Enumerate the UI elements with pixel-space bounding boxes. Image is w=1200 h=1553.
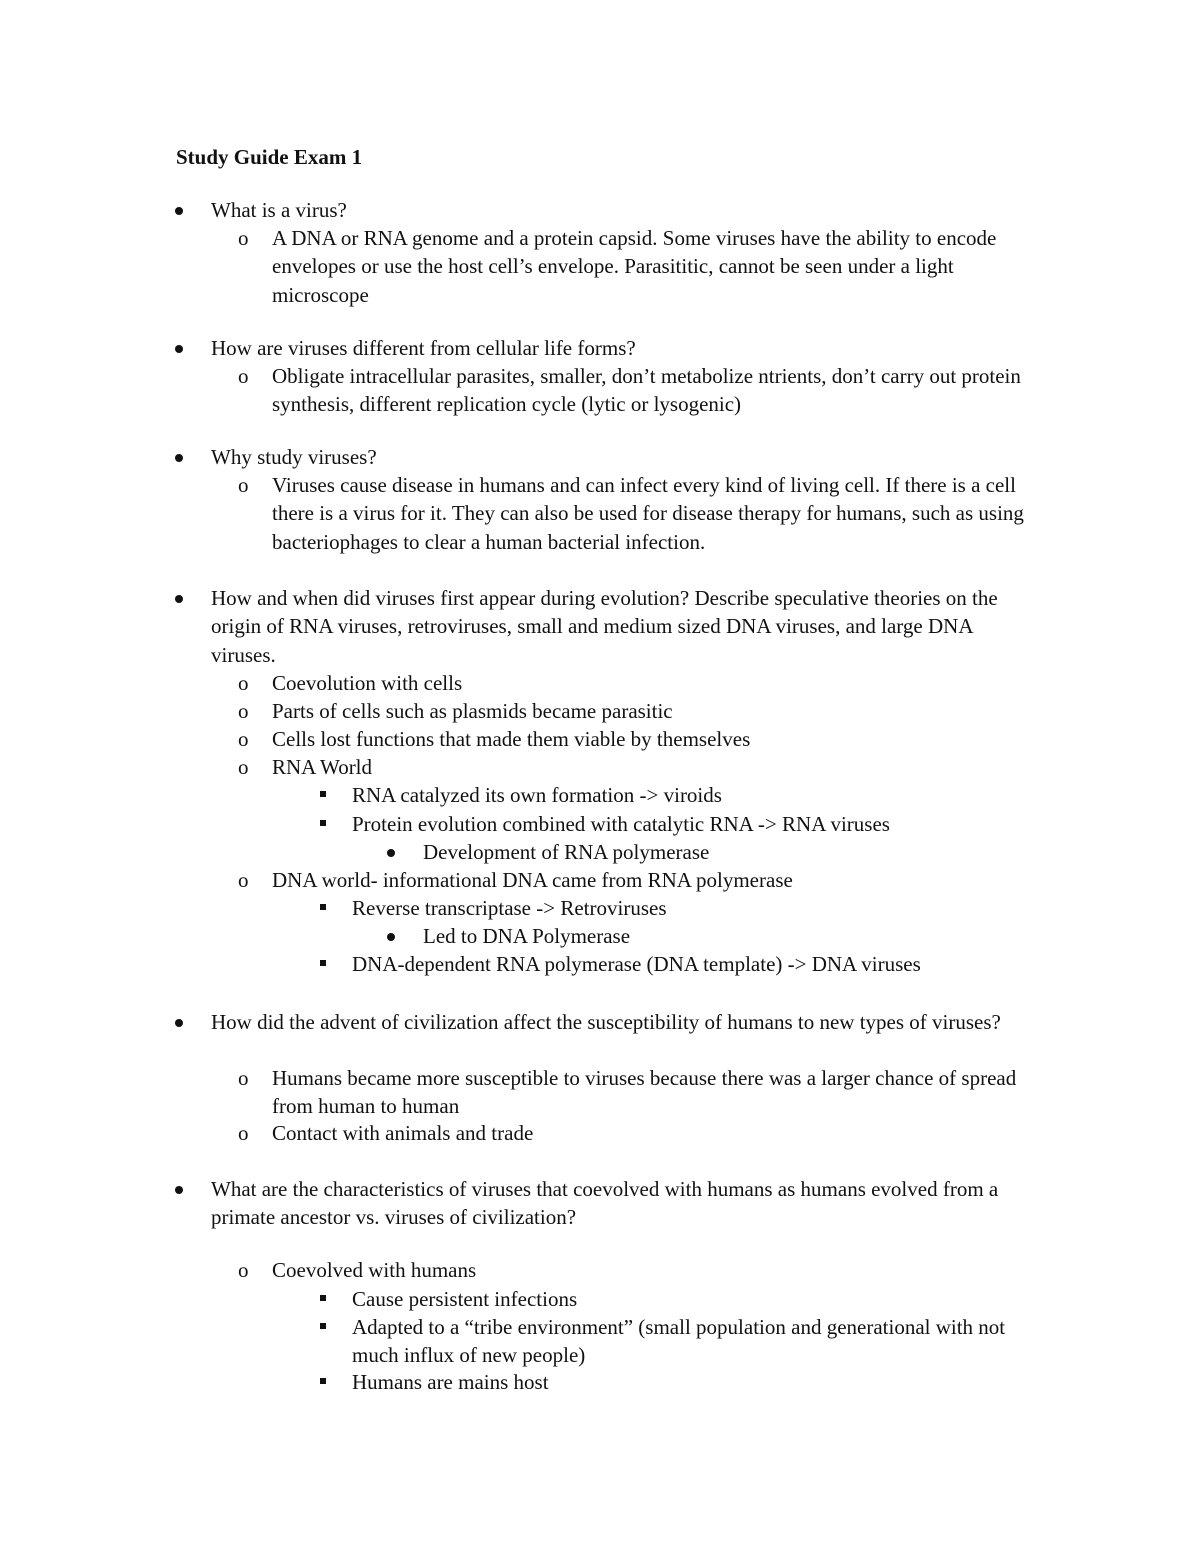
bullet-dot-icon bbox=[387, 933, 395, 941]
answer-text: Coevolution with cells bbox=[272, 671, 463, 695]
bullet-square-icon bbox=[320, 904, 326, 910]
document-title: Study Guide Exam 1 bbox=[176, 145, 363, 169]
answer-4-2 bbox=[238, 697, 1032, 725]
question-text: What are the characteristics of viruses that coevolved with humans as humans evolved from a primate ancestor vs. viruses of civilization? bbox=[211, 1177, 999, 1230]
answer-text: Cause persistent infections bbox=[352, 1287, 578, 1311]
question-1 bbox=[211, 196, 1031, 224]
answer-text: Obligate intracellular parasites, smaller, don’t metabolize ntrients, don’t carry out protein synthesis, different replication cycle (lytic or lysogenic) bbox=[272, 364, 1021, 417]
answer-4-6 bbox=[352, 810, 1032, 838]
answer-text: Viruses cause disease in humans and can infect every kind of living cell. If there is a cell there is a virus for it. They can also be used for disease therapy for humans, such as using bacteriophages to clear a human bacterial infection. bbox=[272, 473, 1024, 554]
bullet-square-icon bbox=[320, 820, 326, 826]
bullet-dot-icon bbox=[175, 1019, 183, 1027]
question-text: What is a virus? bbox=[211, 198, 347, 222]
question-5 bbox=[211, 1008, 1031, 1036]
bullet-circle-icon: o bbox=[238, 364, 249, 388]
answer-4-8 bbox=[238, 866, 1032, 894]
answer-4-11 bbox=[352, 950, 1032, 978]
bullet-square-icon bbox=[320, 1378, 326, 1384]
answer-text: Parts of cells such as plasmids became parasitic bbox=[272, 699, 673, 723]
answer-4-1 bbox=[238, 669, 1032, 697]
bullet-dot-icon bbox=[175, 1186, 183, 1194]
answer-text: Coevolved with humans bbox=[272, 1258, 477, 1282]
bullet-circle-icon: o bbox=[238, 1066, 249, 1090]
answer-text: Protein evolution combined with catalytic RNA -> RNA viruses bbox=[352, 812, 890, 836]
question-3 bbox=[211, 443, 1031, 471]
answer-text: RNA catalyzed its own formation -> viroids bbox=[352, 783, 722, 807]
bullet-dot-icon bbox=[175, 595, 183, 603]
answer-text: Humans became more susceptible to viruses because there was a larger chance of spread from human to human bbox=[272, 1066, 1017, 1119]
question-text: How are viruses different from cellular life forms? bbox=[211, 336, 636, 360]
answer-text: DNA world- informational DNA came from RNA polymerase bbox=[272, 868, 793, 892]
answer-5-2 bbox=[238, 1119, 1032, 1147]
question-2 bbox=[211, 334, 1031, 362]
bullet-circle-icon: o bbox=[238, 473, 249, 497]
question-text: Why study viruses? bbox=[211, 445, 377, 469]
bullet-circle-icon: o bbox=[238, 755, 249, 779]
bullet-square-icon bbox=[320, 791, 326, 797]
answer-3-1 bbox=[238, 471, 1032, 556]
answer-text: Humans are mains host bbox=[352, 1370, 549, 1394]
answer-text: A DNA or RNA genome and a protein capsid. Some viruses have the ability to encode envelopes or use the host cell’s envelope. Parasititic, cannot be seen under a light microscope bbox=[272, 226, 997, 307]
question-text: How and when did viruses first appear during evolution? Describe speculative theories on the origin of RNA viruses, retroviruses, small and medium sized DNA viruses, and large DNA viruses. bbox=[211, 586, 998, 667]
bullet-circle-icon: o bbox=[238, 727, 249, 751]
question-4 bbox=[211, 584, 1031, 669]
bullet-circle-icon: o bbox=[238, 226, 249, 250]
answer-4-10 bbox=[423, 922, 1023, 950]
answer-text: Contact with animals and trade bbox=[272, 1121, 534, 1145]
answer-4-7 bbox=[423, 838, 1023, 866]
bullet-square-icon bbox=[320, 1323, 326, 1329]
bullet-dot-icon bbox=[175, 207, 183, 215]
bullet-circle-icon: o bbox=[238, 671, 249, 695]
answer-text: Development of RNA polymerase bbox=[423, 840, 710, 864]
answer-4-4 bbox=[238, 753, 1032, 781]
question-text: How did the advent of civilization affect the susceptibility of humans to new types of viruses? bbox=[211, 1010, 1001, 1034]
bullet-circle-icon: o bbox=[238, 868, 249, 892]
answer-text: DNA-dependent RNA polymerase (DNA template) -> DNA viruses bbox=[352, 952, 921, 976]
answer-text: RNA World bbox=[272, 755, 373, 779]
question-6 bbox=[211, 1175, 1031, 1232]
answer-6-1 bbox=[238, 1256, 1032, 1284]
bullet-dot-icon bbox=[387, 849, 395, 857]
bullet-circle-icon: o bbox=[238, 699, 249, 723]
bullet-dot-icon bbox=[175, 454, 183, 462]
answer-1-1 bbox=[238, 224, 1032, 309]
answer-6-2 bbox=[352, 1285, 1032, 1313]
answer-4-5 bbox=[352, 781, 1032, 809]
answer-text: Led to DNA Polymerase bbox=[423, 924, 631, 948]
bullet-circle-icon: o bbox=[238, 1121, 249, 1145]
answer-5-1 bbox=[238, 1064, 1032, 1121]
answer-6-4 bbox=[352, 1368, 1032, 1396]
bullet-square-icon bbox=[320, 1295, 326, 1301]
bullet-circle-icon: o bbox=[238, 1258, 249, 1282]
bullet-dot-icon bbox=[175, 345, 183, 353]
answer-text: Reverse transcriptase -> Retroviruses bbox=[352, 896, 667, 920]
answer-4-9 bbox=[352, 894, 1032, 922]
bullet-square-icon bbox=[320, 960, 326, 966]
answer-text: Adapted to a “tribe environment” (small population and generational with not much influx of new people) bbox=[352, 1315, 1006, 1368]
answer-2-1 bbox=[238, 362, 1032, 419]
answer-4-3 bbox=[238, 725, 1032, 753]
answer-text: Cells lost functions that made them viable by themselves bbox=[272, 727, 751, 751]
answer-6-3 bbox=[352, 1313, 1032, 1370]
